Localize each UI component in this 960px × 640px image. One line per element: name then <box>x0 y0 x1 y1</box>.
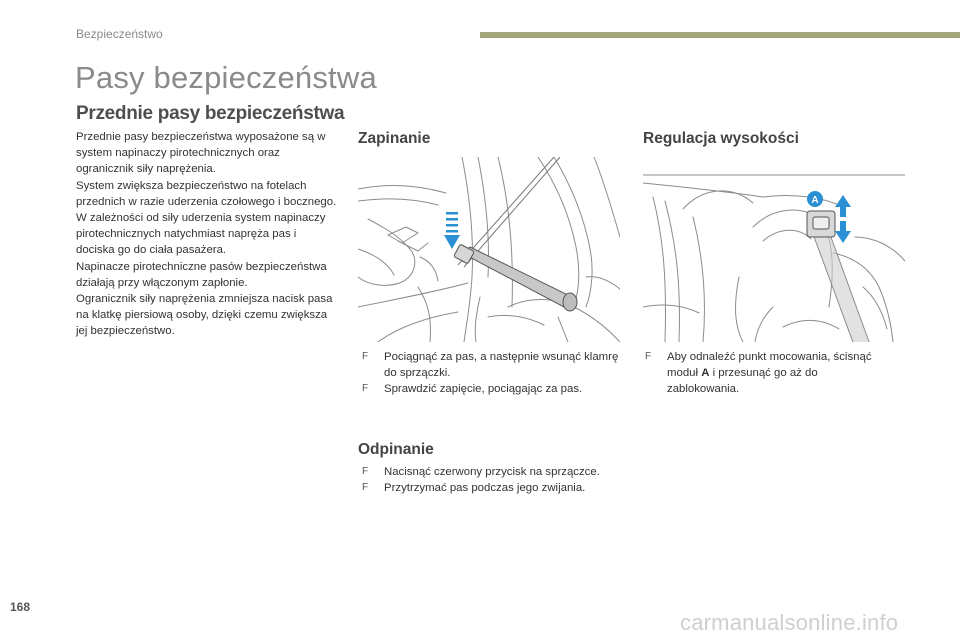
step-text: Aby odnaleźć punkt mocowania, ścisnąć moduł <box>667 351 872 380</box>
bullet-icon: F <box>362 351 369 362</box>
section-title: Przednie pasy bezpieczeństwa <box>76 103 345 124</box>
bullet-icon: F <box>362 466 369 477</box>
odpinanie-steps <box>360 464 630 496</box>
page-number: 168 <box>10 600 31 614</box>
illustration-height-adjust <box>643 157 905 342</box>
list-item <box>360 464 630 480</box>
list-item <box>360 349 622 381</box>
watermark: carmanualsonline.info <box>680 610 899 635</box>
bullet-icon: F <box>362 482 369 494</box>
regulacja-steps <box>643 349 893 398</box>
step-text: i przesunąć go aż do zablokowania. <box>667 367 818 396</box>
list-item <box>360 381 622 397</box>
page-title: Pasy bezpieczeństwa <box>75 60 377 95</box>
header-section-label: Bezpieczeństwo <box>76 27 163 41</box>
header-accent-bar <box>480 32 960 38</box>
module-label: A <box>701 367 710 380</box>
zapinanie-steps <box>360 349 622 398</box>
heading-zapinanie: Zapinanie <box>358 130 431 147</box>
illustration-buckling <box>358 157 620 342</box>
step-text: Przytrzymać pas podczas jego zwijania. <box>384 482 586 495</box>
step-text: Nacisnąć czerwony przycisk na sprzączce. <box>384 466 600 478</box>
intro-paragraph: Przednie pasy bezpieczeństwa wyposażone są w system napinaczy pirotechnicznych oraz ogranicznik siły naprężenia. <box>76 131 326 176</box>
step-text: Pociągnąć za pas, a następnie wsunąć klamrę do sprzączki. <box>384 351 619 380</box>
heading-odpinanie: Odpinanie <box>358 441 434 458</box>
bullet-icon: F <box>645 351 652 362</box>
belt-height-drawing <box>643 157 905 342</box>
seat-buckle-drawing <box>358 157 620 342</box>
step-text: Sprawdzić zapięcie, pociągając za pas. <box>384 383 583 396</box>
marker-label-a: A <box>811 195 819 206</box>
intro-text <box>76 129 338 340</box>
bullet-icon: F <box>362 383 369 395</box>
list-item <box>360 480 630 496</box>
intro-paragraph: Ogranicznik siły naprężenia zmniejsza nacisk pasa na klatkę piersiową osoby, dzięki czemu zwiększa jej bezpieczeństwo. <box>76 293 333 338</box>
list-item <box>643 349 893 398</box>
heading-regulacja: Regulacja wysokości <box>643 130 799 147</box>
intro-paragraph: System zwiększa bezpieczeństwo na fotelach przednich w razie uderzenia czołowego i bocznego. W zależności od siły uderzenia system napinaczy pirotechnicznych natychmiast napręża pas i dociska go do ciała pasażera. <box>76 179 337 257</box>
intro-paragraph: Napinacze pirotechniczne pasów bezpieczeństwa działają przy włączonym zapłonie. <box>76 260 327 289</box>
